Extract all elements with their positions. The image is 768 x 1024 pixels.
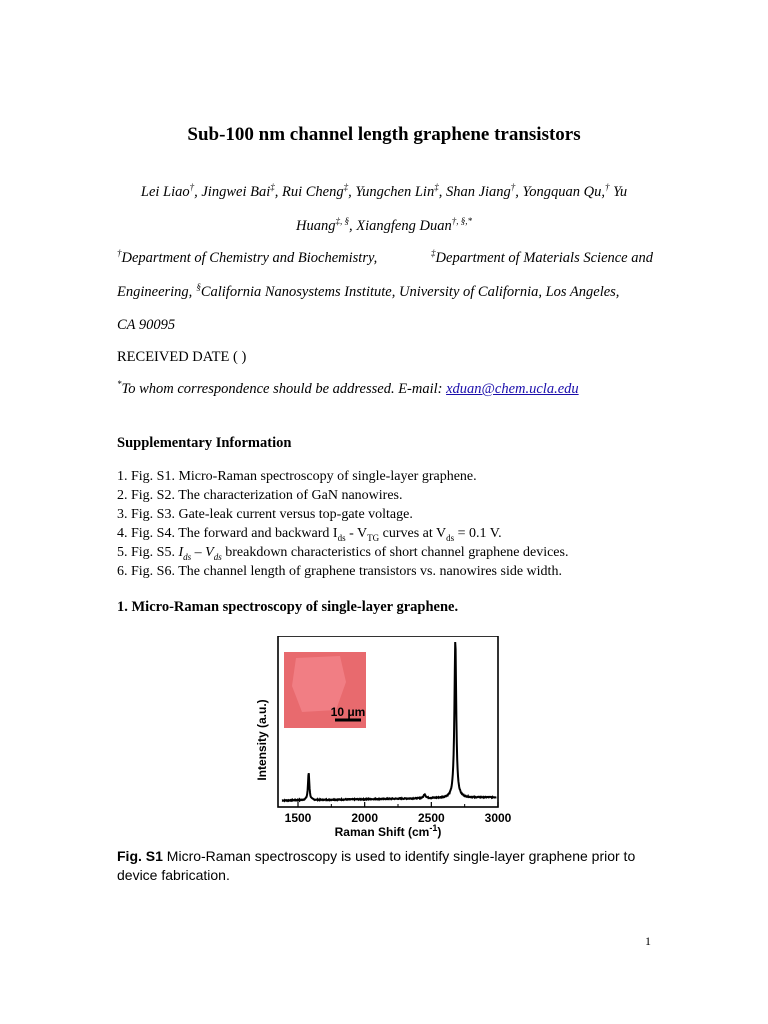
page-number: 1 (645, 934, 651, 948)
affiliation-line-3: CA 90095 (117, 317, 176, 333)
list-item: 2. Fig. S2. The characterization of GaN nanowires. (117, 488, 403, 503)
plot-area (278, 636, 512, 825)
supplementary-heading: Supplementary Information (117, 435, 292, 451)
received-date: RECEIVED DATE ( ) (117, 349, 247, 365)
author-mark: ‡, § (335, 216, 350, 227)
list-item: 1. Fig. S1. Micro-Raman spectroscopy of single-layer graphene. (117, 469, 477, 484)
x-tick-label: 3000 (484, 811, 512, 825)
paper-title: Sub-100 nm channel length graphene transistors (187, 124, 581, 145)
scale-bar-label: 10 μm (330, 705, 366, 719)
list-item: 3. Fig. S3. Gate-leak current versus top-gate voltage. (117, 507, 413, 522)
author-list-line-2: Huang‡, §, Xiangfeng Duan†, §,* (296, 216, 472, 234)
author-mark: † (510, 182, 516, 193)
affiliation-line-2 (117, 284, 653, 301)
author: Lei Liao (140, 184, 190, 200)
correspondence-mark: * (117, 379, 122, 390)
author: Jingwei Bai (201, 184, 271, 200)
caption-label: Fig. S1 (117, 848, 163, 864)
raman-chart (250, 636, 520, 846)
affiliation-mark: † (117, 248, 122, 259)
author-list-line-1: Lei Liao†, Jingwei Bai‡, Rui Cheng‡, Yungchen Lin‡, Shan Jiang†, Yongquan Qu,† Yu (140, 182, 628, 200)
section-heading: 1. Micro-Raman spectroscopy of single-layer graphene. (117, 599, 459, 615)
affiliation-mark: ‡ (431, 248, 436, 259)
toc-list (117, 467, 568, 581)
affiliation-line-1 (117, 250, 653, 267)
y-axis-label: Intensity (a.u.) (255, 699, 269, 781)
affiliation-materials-cont: Engineering, (117, 284, 193, 300)
author-mark: † (189, 182, 195, 193)
list-item: 4. Fig. S4. The forward and backward $I_{ds} - V_{TG}$ curves at $V_{ds} = 0.1$ V. (117, 526, 502, 543)
author-mark: †, §,* (451, 216, 472, 227)
caption-text: Micro-Raman spectroscopy is used to identify single-layer graphene prior to device fabrication. (117, 848, 636, 883)
email-link[interactable]: xduan@chem.ucla.edu (446, 381, 579, 397)
author: Shan Jiang (445, 184, 511, 200)
correspondence-text: To whom correspondence should be addressed. E-mail: (121, 381, 447, 397)
x-tick-label: 2500 (417, 811, 445, 825)
author: Yongquan Qu (522, 184, 602, 200)
x-axis-label: Raman Shift $(cm^{-1})$ (334, 823, 442, 839)
inset-flake (292, 656, 346, 712)
author: Yungchen Lin (355, 184, 435, 200)
author-second-part: Huang (296, 218, 336, 234)
author: Xiangfeng Duan (356, 218, 452, 234)
author: Rui Cheng (282, 184, 344, 200)
affiliation-chemistry: Department of Chemistry and Biochemistry, (121, 250, 378, 266)
figure-caption (117, 847, 662, 885)
list-item: 5. Fig. S5. $I_{ds} - V_{ds}$ breakdown characteristics of short channel graphene devices. (117, 545, 569, 562)
author-first-part: Yu (613, 184, 628, 200)
list-item: 6. Fig. S6. The channel length of graphene transistors vs. nanowires side width. (117, 564, 562, 579)
x-tick-label: 1500 (284, 811, 312, 825)
affiliation-cnsi: California Nanosystems Institute, University of California, Los Angeles, (200, 284, 620, 300)
affiliation-materials: Department of Materials Science and (435, 250, 653, 266)
author-mark: ‡ (343, 182, 349, 193)
author-mark: ‡ (270, 182, 275, 193)
affiliation-mark: § (196, 282, 201, 293)
author-mark: † (605, 182, 610, 193)
correspondence-note (117, 381, 579, 398)
author-mark: ‡ (434, 182, 439, 193)
x-tick-label: 2000 (351, 811, 379, 825)
